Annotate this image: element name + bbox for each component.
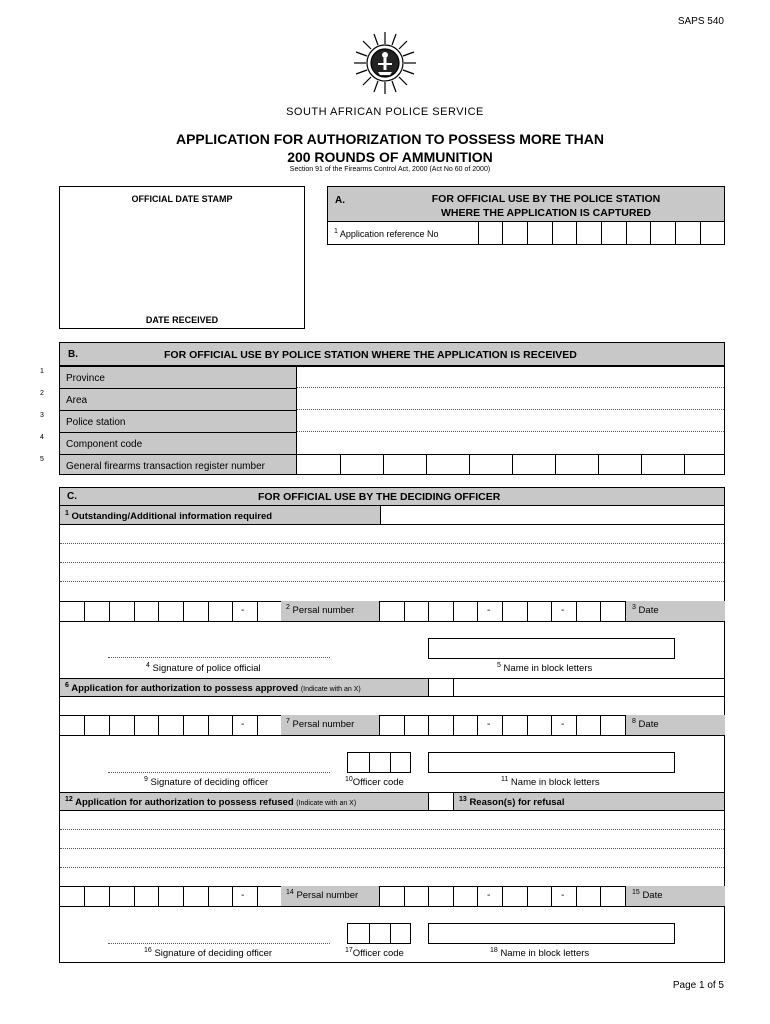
persal-number-2-index: 2 — [286, 604, 290, 611]
dash-separator: - — [241, 605, 245, 616]
deciding-signature-line-2[interactable] — [108, 943, 330, 944]
section-b-input-column — [296, 366, 725, 475]
officer-code-label-1: Officer code — [352, 777, 404, 789]
component-code-label: Component code — [66, 439, 143, 450]
persal-number-label-3: Persal number — [296, 890, 359, 902]
refused-indicate-hint: (Indicate with an X) — [296, 800, 357, 808]
section-a-header — [327, 186, 725, 222]
police-signature-label: Signature of police official — [152, 663, 261, 675]
row-number-3: 3 — [40, 412, 44, 419]
register-number-label: General firearms transaction register number — [66, 461, 265, 472]
police-emblem-logo — [352, 30, 418, 96]
name-block-label-1: Name in block letters — [503, 663, 593, 675]
register-number-input[interactable] — [297, 455, 724, 474]
outstanding-info-label: Outstanding/Additional information required — [71, 511, 273, 523]
name-block-label-2: Name in block letters — [510, 777, 600, 789]
application-reference-label: Application reference No — [339, 229, 439, 239]
row-number-1: 1 — [40, 368, 44, 375]
police-signature-line[interactable] — [108, 657, 330, 658]
date-input-1[interactable]: - - — [379, 601, 625, 621]
approved-index: 6 — [65, 682, 69, 689]
page-number: Page 1 of 5 — [672, 980, 724, 991]
persal-date-row-1 — [60, 601, 725, 621]
section-c-title: FOR OFFICIAL USE BY THE DECIDING OFFICER — [258, 491, 501, 503]
deciding-signature-label-2: Signature of deciding officer — [154, 948, 273, 960]
application-reference-input[interactable] — [478, 222, 724, 244]
area-label: Area — [66, 395, 88, 406]
date-3-index: 3 — [632, 604, 636, 611]
reasons-index: 13 — [459, 796, 467, 803]
persal-number-input-2[interactable]: - — [60, 715, 281, 735]
police-station-label: Police station — [66, 417, 126, 428]
persal-7-index: 7 — [286, 718, 290, 725]
persal-date-row-3 — [60, 886, 725, 906]
sig-16-index: 16 — [144, 947, 152, 954]
officer-code-label-2: Officer code — [352, 948, 404, 960]
name-block-letters-input-1[interactable] — [428, 638, 675, 659]
name-5-index: 5 — [497, 662, 501, 669]
deciding-signature-line-1[interactable] — [108, 772, 330, 773]
code-17-index: 17 — [345, 947, 353, 954]
section-c-letter: C. — [67, 491, 77, 502]
reasons-for-refusal-label: Reason(s) for refusal — [469, 797, 565, 809]
form-code: SAPS 540 — [677, 16, 724, 27]
persal-number-input-3[interactable]: - — [60, 886, 281, 906]
section-b-header — [59, 342, 725, 366]
section-a-title-line1: FOR OFFICIAL USE BY THE POLICE STATION — [431, 193, 661, 205]
persal-date-row-2 — [60, 715, 725, 735]
officer-code-input-1[interactable] — [347, 752, 411, 773]
date-label-3: Date — [642, 890, 663, 902]
outstanding-info-lines[interactable] — [60, 525, 724, 602]
date-label-2: Date — [638, 719, 659, 731]
approved-label: Application for authorization to possess approved — [71, 683, 299, 695]
name-18-index: 18 — [490, 947, 498, 954]
official-date-stamp-box[interactable] — [59, 186, 305, 329]
date-8-index: 8 — [632, 718, 636, 725]
name-block-letters-input-3[interactable] — [428, 923, 675, 944]
section-c-header — [59, 487, 725, 506]
officer-code-input-2[interactable] — [347, 923, 411, 944]
refusal-reasons-lines[interactable] — [60, 811, 724, 887]
persal-number-label-1: Persal number — [292, 605, 355, 617]
row-number-2: 2 — [40, 390, 44, 397]
component-code-input[interactable] — [297, 433, 724, 453]
agency-name: SOUTH AFRICAN POLICE SERVICE — [286, 106, 484, 118]
form-title-line1: APPLICATION FOR AUTHORIZATION TO POSSESS MORE THAN — [175, 131, 605, 147]
refused-index: 12 — [65, 796, 73, 803]
form-title-line2: 200 ROUNDS OF AMMUNITION — [287, 149, 493, 165]
deciding-signature-label-1: Signature of deciding officer — [150, 777, 269, 789]
section-a-letter: A. — [335, 195, 345, 206]
section-b-letter: B. — [68, 349, 78, 360]
date-received-label: DATE RECEIVED — [145, 315, 219, 325]
section-b-title: FOR OFFICIAL USE BY POLICE STATION WHERE THE APPLICATION IS RECEIVED — [164, 349, 577, 361]
ref-number: 1 — [334, 228, 338, 235]
province-input[interactable] — [297, 367, 724, 387]
stamp-title: OFFICIAL DATE STAMP — [131, 194, 233, 204]
date-15-index: 15 — [632, 889, 640, 896]
persal-number-label-2: Persal number — [292, 719, 355, 731]
application-reference-row — [327, 221, 725, 245]
persal-14-index: 14 — [286, 889, 294, 896]
outstanding-info-label-box — [59, 505, 381, 525]
sig-4-index: 4 — [146, 662, 150, 669]
sig-9-index: 9 — [144, 776, 148, 783]
row-number-5: 5 — [40, 456, 44, 463]
approved-indicate-hint: (Indicate with an X) — [300, 686, 361, 694]
area-input[interactable] — [297, 389, 724, 409]
reasons-label-box — [453, 792, 725, 811]
persal-number-input-1[interactable] — [60, 601, 281, 621]
outstanding-number: 1 — [65, 510, 69, 517]
section-a-title-line2: WHERE THE APPLICATION IS CAPTURED — [440, 207, 651, 219]
province-label: Province — [66, 373, 105, 384]
police-station-input[interactable] — [297, 411, 724, 431]
refused-label-box — [59, 792, 429, 811]
code-10-index: 10 — [345, 776, 353, 783]
name-block-letters-input-2[interactable] — [428, 752, 675, 773]
refused-label: Application for authorization to possess refused — [75, 797, 294, 809]
name-11-index: 11 — [501, 776, 509, 783]
date-label-1: Date — [638, 605, 659, 617]
row-number-4: 4 — [40, 434, 44, 441]
approved-label-box — [59, 678, 429, 697]
form-subtitle: Section 91 of the Firearms Control Act, 2000 (Act No 60 of 2000) — [289, 166, 491, 173]
date-input-3[interactable]: - - — [379, 886, 625, 906]
name-block-label-3: Name in block letters — [500, 948, 590, 960]
date-input-2[interactable]: - - — [379, 715, 625, 735]
outstanding-info-input-1[interactable] — [381, 506, 724, 524]
section-b-label-column — [59, 366, 297, 475]
approved-checkbox[interactable] — [428, 678, 454, 697]
refused-checkbox[interactable] — [428, 792, 454, 811]
